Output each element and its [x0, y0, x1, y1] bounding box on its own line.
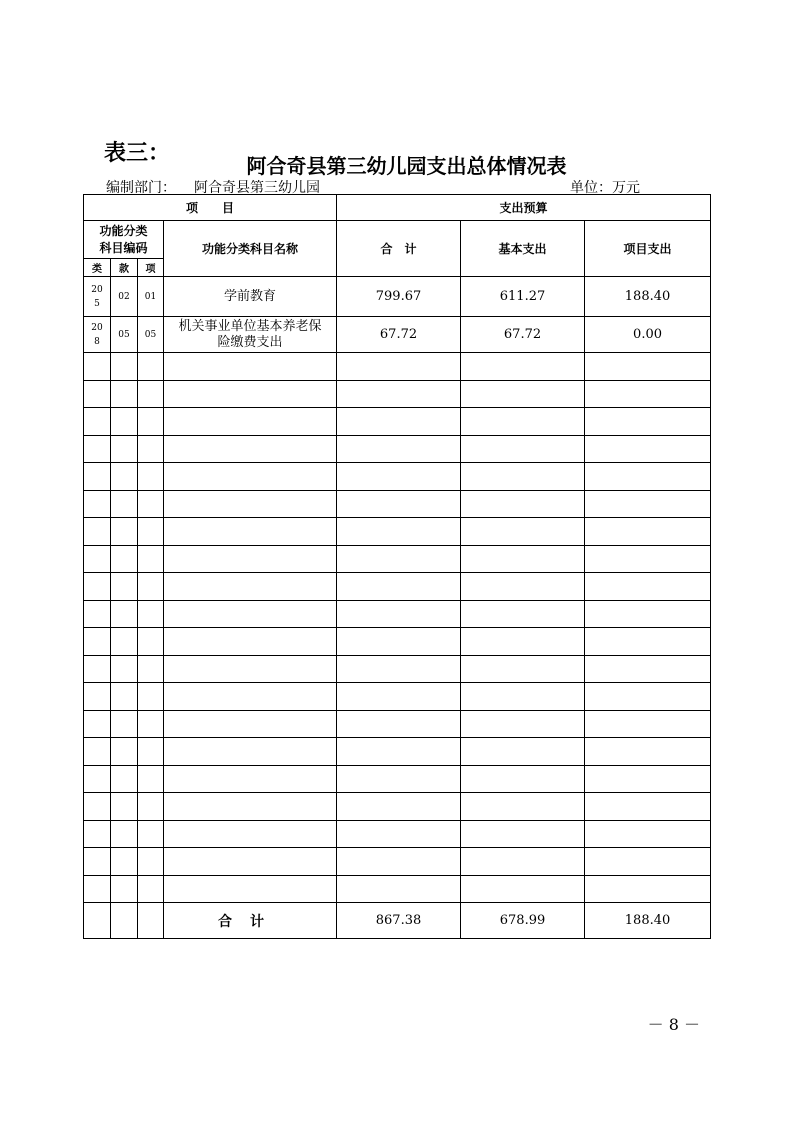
empty-row — [84, 793, 711, 821]
empty-cell — [585, 573, 711, 601]
empty-cell — [164, 380, 337, 408]
empty-cell — [461, 820, 585, 848]
empty-cell — [337, 875, 461, 903]
kuan-cell: 05 — [111, 317, 138, 353]
empty-cell — [138, 820, 164, 848]
empty-cell — [84, 655, 111, 683]
empty-cell — [138, 875, 164, 903]
empty-cell — [585, 875, 711, 903]
empty-cell — [111, 600, 138, 628]
empty-cell — [164, 573, 337, 601]
empty-cell — [84, 848, 111, 876]
empty-cell — [111, 628, 138, 656]
empty-cell — [84, 408, 111, 436]
empty-cell — [461, 435, 585, 463]
empty-cell — [585, 738, 711, 766]
empty-cell — [585, 848, 711, 876]
project-cell: 0.00 — [585, 317, 711, 353]
lei-cell: 205 — [84, 277, 111, 317]
empty-cell — [138, 793, 164, 821]
empty-cell — [111, 408, 138, 436]
empty-cell — [337, 380, 461, 408]
empty-cell — [111, 820, 138, 848]
empty-cell — [337, 573, 461, 601]
lei-header: 类 — [84, 259, 111, 277]
empty-cell — [585, 793, 711, 821]
empty-cell — [111, 793, 138, 821]
xiang-cell: 05 — [138, 317, 164, 353]
func-name-header: 功能分类科目名称 — [164, 221, 337, 277]
empty-cell — [111, 545, 138, 573]
empty-cell — [461, 738, 585, 766]
empty-row — [84, 683, 711, 711]
empty-cell — [164, 875, 337, 903]
empty-cell — [337, 518, 461, 546]
summary-row — [84, 903, 711, 939]
basic-cell: 611.27 — [461, 277, 585, 317]
empty-cell — [84, 875, 111, 903]
empty-cell — [84, 793, 111, 821]
header-row-1 — [84, 195, 711, 221]
table-row — [84, 277, 711, 317]
empty-cell — [138, 600, 164, 628]
empty-cell — [84, 600, 111, 628]
empty-cell — [164, 848, 337, 876]
empty-cell — [461, 848, 585, 876]
empty-cell — [461, 463, 585, 491]
empty-cell — [84, 628, 111, 656]
project-cell: 188.40 — [585, 277, 711, 317]
empty-row — [84, 628, 711, 656]
empty-cell — [111, 848, 138, 876]
empty-row — [84, 848, 711, 876]
empty-row — [84, 820, 711, 848]
empty-cell — [461, 710, 585, 738]
empty-cell — [337, 683, 461, 711]
empty-cell — [111, 875, 138, 903]
empty-cell — [138, 518, 164, 546]
summary-basic: 678.99 — [461, 903, 585, 939]
empty-cell — [585, 710, 711, 738]
empty-cell — [585, 408, 711, 436]
empty-cell — [461, 765, 585, 793]
empty-cell — [585, 463, 711, 491]
empty-row — [84, 600, 711, 628]
empty-cell — [138, 765, 164, 793]
empty-cell — [164, 765, 337, 793]
empty-cell — [138, 628, 164, 656]
empty-cell — [138, 683, 164, 711]
empty-cell — [585, 353, 711, 381]
empty-cell — [337, 848, 461, 876]
empty-cell — [138, 463, 164, 491]
empty-row — [84, 353, 711, 381]
empty-cell — [138, 408, 164, 436]
func-code-header: 功能分类科目编码 — [84, 221, 164, 259]
name-cell: 机关事业单位基本养老保险缴费支出 — [164, 317, 337, 353]
empty-cell — [138, 380, 164, 408]
empty-cell — [84, 683, 111, 711]
empty-row — [84, 545, 711, 573]
empty-cell — [164, 490, 337, 518]
empty-cell — [164, 600, 337, 628]
empty-cell — [337, 820, 461, 848]
department-label: 编制部门： — [106, 180, 176, 196]
empty-cell — [461, 518, 585, 546]
empty-cell — [84, 820, 111, 848]
empty-cell — [84, 903, 111, 939]
empty-cell — [164, 820, 337, 848]
empty-cell — [84, 765, 111, 793]
department-value: 阿合奇县第三幼儿园 — [194, 180, 320, 196]
xiang-cell: 01 — [138, 277, 164, 317]
empty-cell — [138, 353, 164, 381]
empty-cell — [84, 710, 111, 738]
empty-cell — [84, 463, 111, 491]
empty-cell — [585, 683, 711, 711]
empty-cell — [111, 435, 138, 463]
empty-row — [84, 738, 711, 766]
basic-header: 基本支出 — [461, 221, 585, 277]
empty-cell — [164, 683, 337, 711]
empty-cell — [84, 518, 111, 546]
empty-cell — [164, 545, 337, 573]
empty-row — [84, 380, 711, 408]
empty-cell — [138, 710, 164, 738]
empty-cell — [84, 545, 111, 573]
empty-cell — [585, 380, 711, 408]
empty-cell — [164, 408, 337, 436]
empty-cell — [461, 875, 585, 903]
empty-cell — [585, 765, 711, 793]
empty-cell — [84, 435, 111, 463]
empty-cell — [585, 545, 711, 573]
empty-cell — [138, 573, 164, 601]
empty-row — [84, 573, 711, 601]
lei-cell: 208 — [84, 317, 111, 353]
empty-cell — [138, 738, 164, 766]
empty-cell — [164, 628, 337, 656]
empty-cell — [111, 518, 138, 546]
empty-cell — [164, 518, 337, 546]
empty-cell — [337, 545, 461, 573]
xiang-header: 项 — [138, 259, 164, 277]
empty-cell — [111, 710, 138, 738]
table-label: 表三： — [104, 141, 171, 166]
empty-cell — [461, 683, 585, 711]
empty-row — [84, 490, 711, 518]
empty-cell — [111, 903, 138, 939]
kuan-cell: 02 — [111, 277, 138, 317]
empty-cell — [138, 545, 164, 573]
empty-cell — [111, 573, 138, 601]
empty-cell — [337, 765, 461, 793]
empty-cell — [164, 710, 337, 738]
empty-row — [84, 710, 711, 738]
empty-cell — [585, 490, 711, 518]
empty-cell — [164, 738, 337, 766]
page-title: 阿合奇县第三幼儿园支出总体情况表 — [246, 154, 567, 178]
empty-cell — [337, 490, 461, 518]
empty-cell — [337, 710, 461, 738]
empty-cell — [337, 463, 461, 491]
empty-cell — [138, 903, 164, 939]
empty-cell — [111, 380, 138, 408]
empty-cell — [111, 683, 138, 711]
empty-cell — [84, 380, 111, 408]
empty-row — [84, 875, 711, 903]
table-row — [84, 317, 711, 353]
empty-cell — [84, 490, 111, 518]
empty-cell — [111, 765, 138, 793]
empty-cell — [461, 628, 585, 656]
empty-cell — [337, 600, 461, 628]
empty-cell — [138, 435, 164, 463]
empty-cell — [337, 353, 461, 381]
total-header: 合 计 — [337, 221, 461, 277]
empty-cell — [585, 655, 711, 683]
empty-cell — [138, 848, 164, 876]
empty-cell — [337, 408, 461, 436]
empty-cell — [111, 655, 138, 683]
empty-row — [84, 435, 711, 463]
empty-cell — [461, 380, 585, 408]
empty-row — [84, 765, 711, 793]
empty-cell — [337, 793, 461, 821]
unit-label: 单位：万元 — [570, 180, 640, 196]
empty-cell — [461, 490, 585, 518]
empty-cell — [461, 408, 585, 436]
project-header: 项目支出 — [585, 221, 711, 277]
empty-cell — [337, 435, 461, 463]
empty-cell — [337, 628, 461, 656]
empty-cell — [585, 518, 711, 546]
empty-cell — [461, 600, 585, 628]
empty-cell — [164, 435, 337, 463]
empty-cell — [337, 655, 461, 683]
empty-cell — [111, 353, 138, 381]
summary-label: 合计 — [164, 903, 337, 939]
empty-row — [84, 655, 711, 683]
budget-header: 支出预算 — [337, 195, 711, 221]
kuan-header: 款 — [111, 259, 138, 277]
empty-cell — [461, 793, 585, 821]
empty-cell — [111, 490, 138, 518]
empty-cell — [138, 490, 164, 518]
total-cell: 67.72 — [337, 317, 461, 353]
empty-cell — [461, 655, 585, 683]
empty-cell — [111, 463, 138, 491]
empty-cell — [138, 655, 164, 683]
empty-cell — [461, 353, 585, 381]
total-cell: 799.67 — [337, 277, 461, 317]
empty-cell — [164, 793, 337, 821]
empty-row — [84, 518, 711, 546]
empty-cell — [84, 738, 111, 766]
empty-cell — [84, 573, 111, 601]
page-number: － 8 － — [647, 1015, 700, 1034]
empty-cell — [84, 353, 111, 381]
empty-cell — [461, 545, 585, 573]
summary-total: 867.38 — [337, 903, 461, 939]
basic-cell: 67.72 — [461, 317, 585, 353]
empty-row — [84, 463, 711, 491]
empty-cell — [585, 628, 711, 656]
item-header: 项 目 — [84, 195, 337, 221]
empty-row — [84, 408, 711, 436]
empty-cell — [461, 573, 585, 601]
header-row-2 — [84, 221, 711, 259]
empty-cell — [164, 655, 337, 683]
empty-cell — [164, 353, 337, 381]
empty-cell — [164, 463, 337, 491]
empty-cell — [585, 600, 711, 628]
summary-project: 188.40 — [585, 903, 711, 939]
empty-cell — [111, 738, 138, 766]
empty-cell — [337, 738, 461, 766]
empty-cell — [585, 435, 711, 463]
name-cell: 学前教育 — [164, 277, 337, 317]
empty-cell — [585, 820, 711, 848]
expenditure-table — [83, 194, 711, 939]
